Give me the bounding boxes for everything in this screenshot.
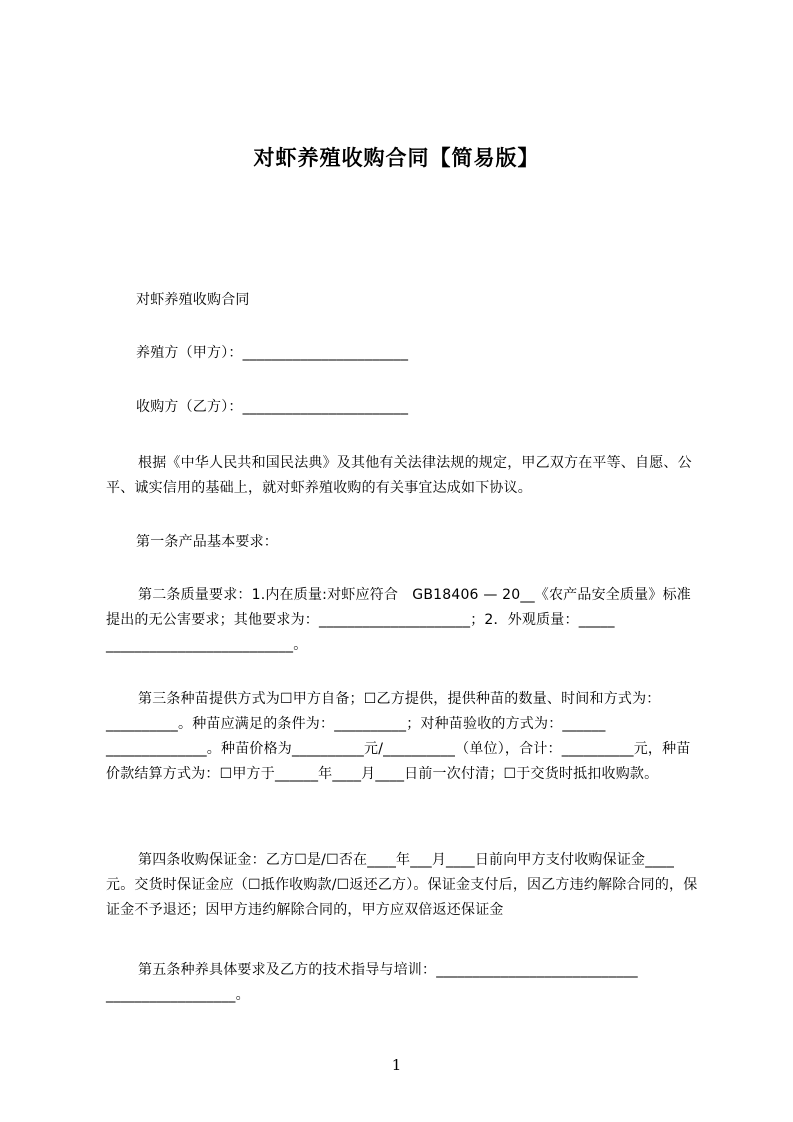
document-title: 对虾养殖收购合同【简易版】 xyxy=(253,146,540,170)
article-5-paragraph: 第五条种养具体要求及乙方的技术指导与培训：____________________________ __________________。 xyxy=(106,962,643,1003)
preamble-paragraph: 根据《中华人民共和国民法典》及其他有关法律法规的规定，甲乙双方在平等、自愿、公平、诚实信用的基础上，就对虾养殖收购的有关事宜达成如下协议。 xyxy=(106,455,692,496)
article-3-paragraph: 第三条种苗提供方式为☐甲方自备；☐乙方提供，提供种苗的数量、时间和方式为：__________。种苗应满足的条件为：__________；对种苗验收的方式为：______ ______________。种苗价格为__________元/__________（单位），合计：__________元，种苗价款结算方式为：☐甲方于______年____月____日前一次付清；☐于交货时抵扣收购款。 xyxy=(106,691,691,782)
article-2-paragraph: 第二条质量要求：1.内在质量:对虾应符合 GB18406 — 20__《农产品安全质量》标准提出的无公害要求；其他要求为：_____________________；2．外观质量：_____ __________________________。 xyxy=(106,587,691,653)
party-a-line: 养殖方（甲方）：_______________________ xyxy=(136,345,409,361)
article-1-paragraph: 第一条产品基本要求： xyxy=(136,534,278,550)
article-4-paragraph: 第四条收购保证金：乙方☐是/☐否在____年___月____日前向甲方支付收购保证金____元。交货时保证金应（☐抵作收购款/☐返还乙方）。保证金支付后，因乙方违约解除合同的，保证金不予退还；因甲方违约解除合同的，甲方应双倍返还保证金 xyxy=(106,852,698,918)
page-number: 1 xyxy=(391,1056,402,1074)
contract-heading: 对虾养殖收购合同 xyxy=(136,292,250,308)
party-b-line: 收购方（乙方）：_______________________ xyxy=(136,399,409,415)
